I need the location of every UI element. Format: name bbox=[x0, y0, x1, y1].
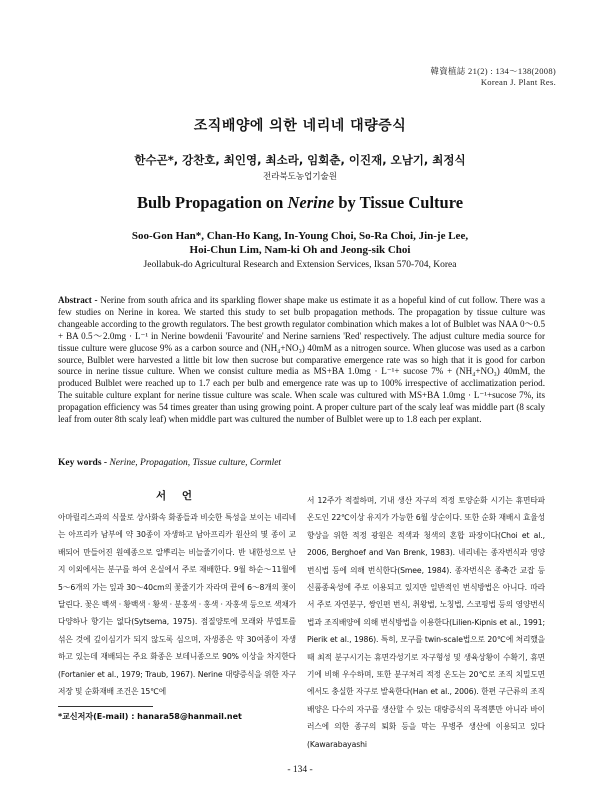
korean-affiliation: 전라북도농업기술원 bbox=[263, 172, 337, 182]
keywords-label: Key words - bbox=[58, 458, 108, 468]
journal-citation bbox=[430, 66, 556, 88]
abstract-text: Nerine from south africa and its sparkling flower shape make us estimate it as a hopeful kind of cut follow. There was a few studies on Nerine in korea. We started this study to set bulb propagation methods. The propagation by tissue culture was changeable according to the growth regulators. The best growth regulator combination which makes a lot of Bulblet was NAA 0～0.5 + BA 0.5～2.0mg · L⁻¹ in Nerine bowdenii 'Favourite' and Nerine sarniens 'Red' respectively. The adjust culture media source for tissue culture were glucose 9% as a carbon source and (NH₄+NO₃) 40mM as a nitrogen source. When glucose was used as a carbon source, Bulblet were harvested a little bit low then sucrose but comparative emergence rate was so high that it is good for carbon source in nerine tissue culture. When we consist culture media as MS+BA 1.0mg · L⁻¹+ sucose 7% + (NH₄+NO₃) 40mM, the produced Bulblet were reached up to 1.7 each per bulb and emergence rate was up to 100% irrespective of acclimatization period. The suitable culture explant for nerine tissue culture was scale. When scale was cultured with MS+BA 1.0mg · L⁻¹+sucose 7%, its propagation efficiency was 54 times greater than using growing point. A proper culture part of the scaly leaf was middle part (8 scaly leaf from outer 8th scaly leaf) when middle part was cultured the number of Bulblet were up to 1.8 each per explant. bbox=[58, 295, 545, 425]
english-authors bbox=[0, 230, 600, 257]
title-prefix: Bulb Propagation on bbox=[136, 193, 288, 212]
journal-name-line: Korean J. Plant Res. bbox=[480, 77, 556, 87]
abstract-label: Abstract - bbox=[58, 295, 98, 305]
footnote-rule bbox=[58, 706, 153, 707]
corresponding-author-footnote: *교신저자(E-mail) : hanara58@hanmail.net bbox=[58, 712, 242, 721]
section-heading-introduction: 서 언 bbox=[156, 490, 198, 502]
korean-title: 조직배양에 의한 네리네 대량증식 bbox=[193, 118, 407, 134]
authors-line-2: Hoi-Chun Lim, Nam-ki Oh and Jeong-sik Choi bbox=[189, 243, 411, 256]
title-suffix: by Tissue Culture bbox=[334, 193, 464, 212]
english-affiliation: Jeollabuk-do Agricultural Research and Extension Services, Iksan 570-704, Korea bbox=[143, 260, 457, 270]
journal-volume-line: 韓資植誌 21(2) : 134～138(2008) bbox=[430, 66, 556, 76]
korean-authors: 한수곤*, 강찬호, 최인영, 최소라, 임회춘, 이진재, 오남기, 최정식 bbox=[134, 153, 466, 167]
title-italic: Nerine bbox=[287, 193, 335, 212]
page-number: - 134 - bbox=[287, 765, 313, 775]
right-column-text: 서 12주가 적절하며, 기내 생산 자구의 적정 토양순화 시기는 휴면타파온도인 22℃이상 유지가 가능한 6월 상순이다. 또한 순화 재배시 효율성 향상을 위한 적정 광원은 적색과 청색의 혼합 파장이다(Choi et al., 2006, Berghoef and Van Brenk, 1983). 네리네는 종자번식과 영양번식법 등에 의해 번식한다(Smee, 1984). 종자번식은 종축간 교잡 등 신품종육성에 주로 이용되고 있지만 일반적인 번식방법은 아니다. 따라서 주로 자연분구, 쌍인편 번식, 취왕법, 노칭법, 스코핑법 등의 영양번식법과 조직배양에 의해 번식방법을 이용한다(Lilien-Kipnis et al., 1991; Pierik et al., 1986). 특히, 모구를 twin-scale법으로 20℃에 처리했을 때 최적 분구시기는 휴면각성기로 자구형성 및 생육상황이 수확기, 휴면기에 비해 우수하며, 또한 분구처리 적정 온도는 20℃로 조직 치밀도면에서도 충실한 자구로 발육한다(Han et al., 2006). 한편 구근류의 조직배양은 다수의 자구를 생산할 수 있는 대량증식의 목적뿐만 아니라 바이러스에 의한 종구의 퇴화 등을 막는 무병주 생산에 이용되고 있다(Kawarabayashi bbox=[307, 496, 545, 749]
abstract bbox=[58, 295, 545, 426]
left-column bbox=[58, 487, 296, 700]
keywords-text: Nerine, Propagation, Tissue culture, Cormlet bbox=[109, 458, 282, 468]
keywords bbox=[58, 458, 545, 468]
right-column bbox=[307, 492, 545, 753]
left-column-text: 아마릴리스과의 식물로 상사화속 화종들과 비슷한 특성을 보이는 네리네는 아프리카 남부에 약 30종이 자생하고 남아프리카 원산의 몇 종이 교배되어 만들어진 원예종으로 알뿌리는 비늘줄기이다. 반 내한성으로 난지 이외에서는 분구를 하여 온실에서 주로 재배한다. 9월 하순～11월에 5～6개의 가는 잎과 30～40cm의 꽃줄기가 자라며 끝에 6～8개의 꽃이 달린다. 꽃은 백색 · 황백색 · 황색 · 분홍색 · 홍색 · 자홍색 등으로 색채가 다양하나 향기는 없다(Sytsema, 1975). 점질양토에 모래와 부엽토를 섞은 것에 깊이심기가 되지 않도록 심으며, 자생종은 약 30여종이 자생하고 있는데 재배되는 주요 화종은 보데니종으로 90% 이상을 차지한다(Fortanier et al., 1979; Traub, 1967). Nerine 대량증식을 위한 자구 저장 및 순화재배 조건은 15℃에 bbox=[58, 513, 296, 697]
authors-line-1: Soo-Gon Han*, Chan-Ho Kang, In-Young Choi, So-Ra Choi, Jin-je Lee, bbox=[131, 230, 469, 242]
english-title bbox=[0, 193, 600, 213]
